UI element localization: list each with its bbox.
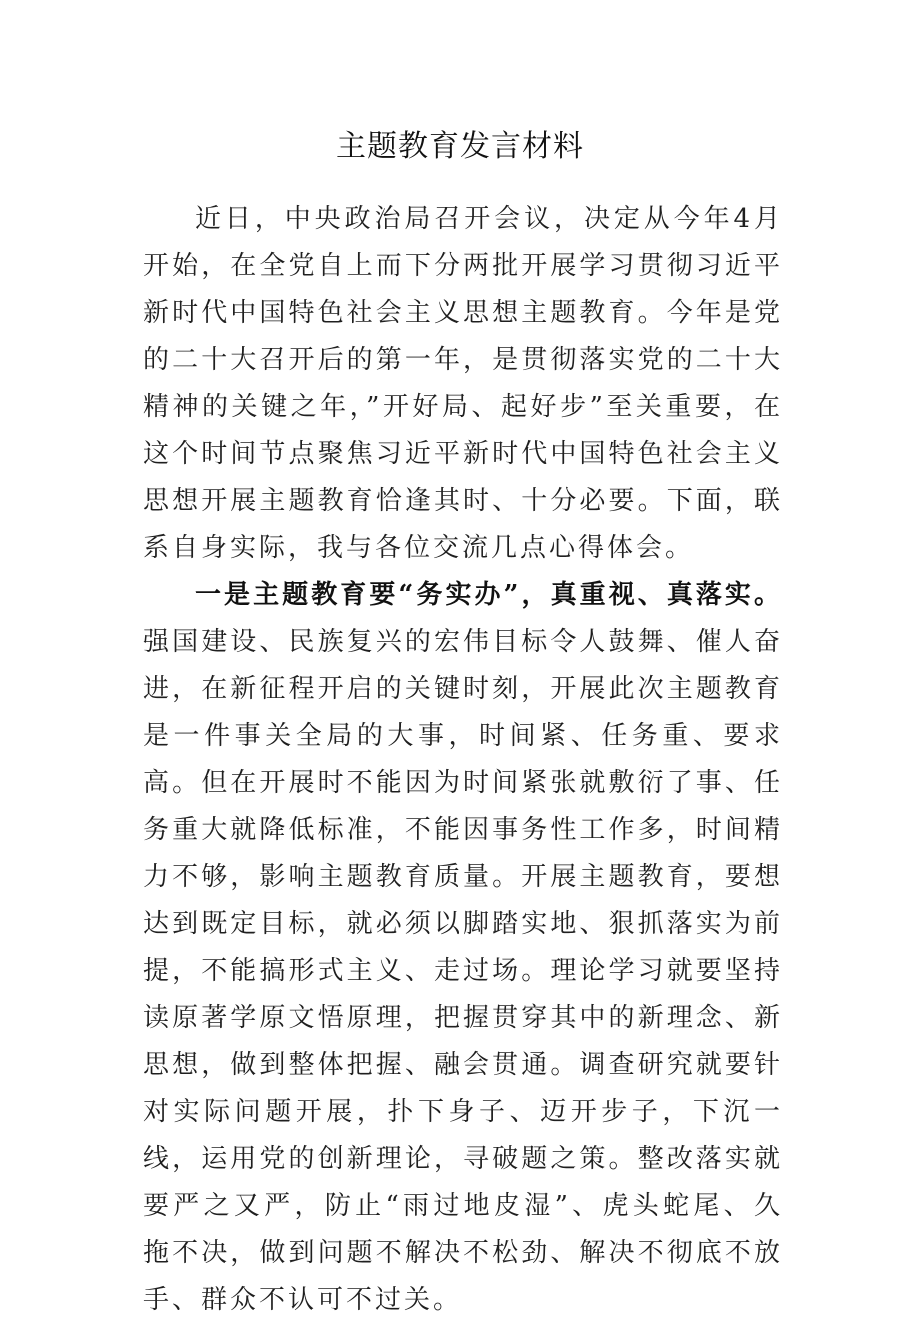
paragraph-intro-text: 近日，中央政治局召开会议，决定从今年4月开始，在全党自上而下分两批开展学习贯彻习近平新时代中国特色社会主义思想主题教育。今年是党的二十大召开后的第一年，是贯彻落实党的二十大精神的关键之年，”开好局、起好步”至关重要，在这个时间节点聚焦习近平新时代中国特色社会主义思想开展主题教育恰逢其时、十分必要。下面，联系自身实际，我与各位交流几点心得体会。 [143, 204, 783, 563]
document-body [143, 196, 783, 1324]
paragraph-point-one-text: 强国建设、民族复兴的宏伟目标令人鼓舞、催人奋进，在新征程开启的关键时刻，开展此次主题教育是一件事关全局的大事，时间紧、任务重、要求高。但在开展时不能因为时间紧张就敷衍了事、任务重大就降低标准，不能因事务性工作多，时间精力不够，影响主题教育质量。开展主题教育，要想达到既定目标，就必须以脚踏实地、狠抓落实为前提，不能搞形式主义、走过场。理论学习就要坚持读原著学原文悟原理，把握贯穿其中的新理念、新思想，做到整体把握、融会贯通。调查研究就要针对实际问题开展，扑下身子、迈开步子，下沉一线，运用党的创新理论，寻破题之策。整改落实就要严之又严，防止“雨过地皮湿”、虎头蛇尾、久拖不决，做到问题不解决不松劲、解决不彻底不放手、群众不认可不过关。 [143, 627, 783, 1315]
paragraph-intro [143, 196, 783, 572]
paragraph-point-one-heading: 一是主题教育要“务实办”，真重视、真落实。 [195, 580, 783, 610]
document-title: 主题教育发言材料 [336, 129, 584, 164]
paragraph-point-one [143, 572, 783, 1324]
